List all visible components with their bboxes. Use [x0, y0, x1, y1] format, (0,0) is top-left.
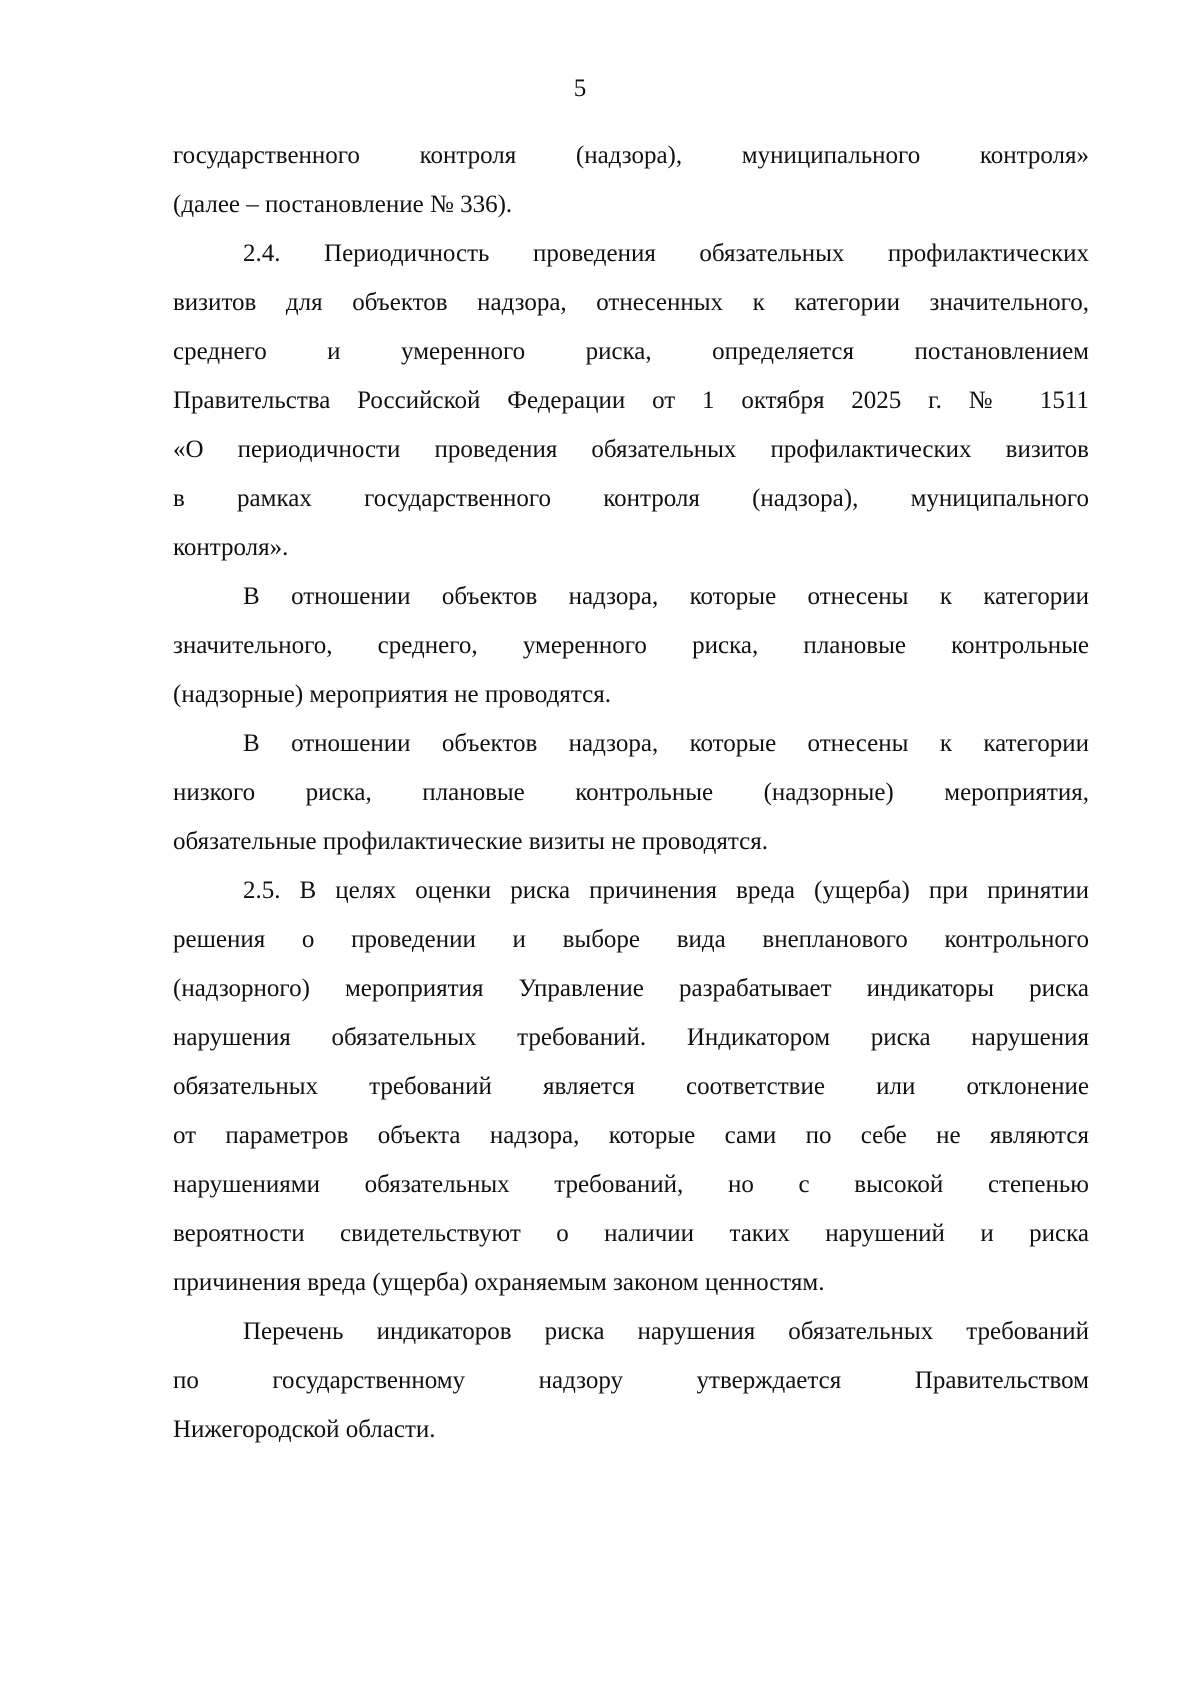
text-line: значительного, среднего, умеренного риска, плановые контрольные — [173, 632, 1089, 659]
text-line: от параметров объекта надзора, которые сами по себе не являются — [173, 1122, 1089, 1149]
text-line: Перечень индикаторов риска нарушения обязательных требований — [243, 1318, 1089, 1345]
text-line: низкого риска, плановые контрольные (надзорные) мероприятия, — [173, 779, 1089, 806]
text-line: (надзорные) мероприятия не проводятся. — [173, 681, 611, 708]
text-line: государственного контроля (надзора), муниципального контроля» — [173, 142, 1089, 169]
text-line: нарушениями обязательных требований, но с высокой степенью — [173, 1171, 1089, 1198]
text-line: обязательных требований является соответствие или отклонение — [173, 1073, 1089, 1100]
text-line: нарушения обязательных требований. Индикатором риска нарушения — [173, 1024, 1089, 1051]
page-number: 5 — [573, 75, 587, 102]
text-line: причинения вреда (ущерба) охраняемым законом ценностям. — [173, 1269, 825, 1296]
text-line: 2.4. Периодичность проведения обязательных профилактических — [243, 240, 1089, 267]
text-line: «О периодичности проведения обязательных профилактических визитов — [173, 436, 1089, 463]
text-line: в рамках государственного контроля (надзора), муниципального — [173, 485, 1089, 512]
document-body — [173, 138, 1089, 1461]
text-line: В отношении объектов надзора, которые отнесены к категории — [243, 583, 1089, 610]
text-line: обязательные профилактические визиты не проводятся. — [173, 828, 768, 855]
text-line: Нижегородской области. — [173, 1416, 436, 1443]
text-line: (надзорного) мероприятия Управление разрабатывает индикаторы риска — [173, 975, 1089, 1002]
text-line: визитов для объектов надзора, отнесенных к категории значительного, — [173, 289, 1089, 316]
text-line: среднего и умеренного риска, определяется постановлением — [173, 338, 1089, 365]
text-line: Правительства Российской Федерации от 1 октября 2025 г. № 1511 — [173, 387, 1089, 414]
text-line: контроля». — [173, 534, 289, 561]
text-line: (далее – постановление № 336). — [173, 191, 513, 218]
text-line: по государственному надзору утверждается Правительством — [173, 1367, 1089, 1394]
text-line: В отношении объектов надзора, которые отнесены к категории — [243, 730, 1089, 757]
text-line: решения о проведении и выборе вида внепланового контрольного — [173, 926, 1089, 953]
text-line: вероятности свидетельствуют о наличии таких нарушений и риска — [173, 1220, 1089, 1247]
text-line: 2.5. В целях оценки риска причинения вреда (ущерба) при принятии — [243, 877, 1089, 904]
